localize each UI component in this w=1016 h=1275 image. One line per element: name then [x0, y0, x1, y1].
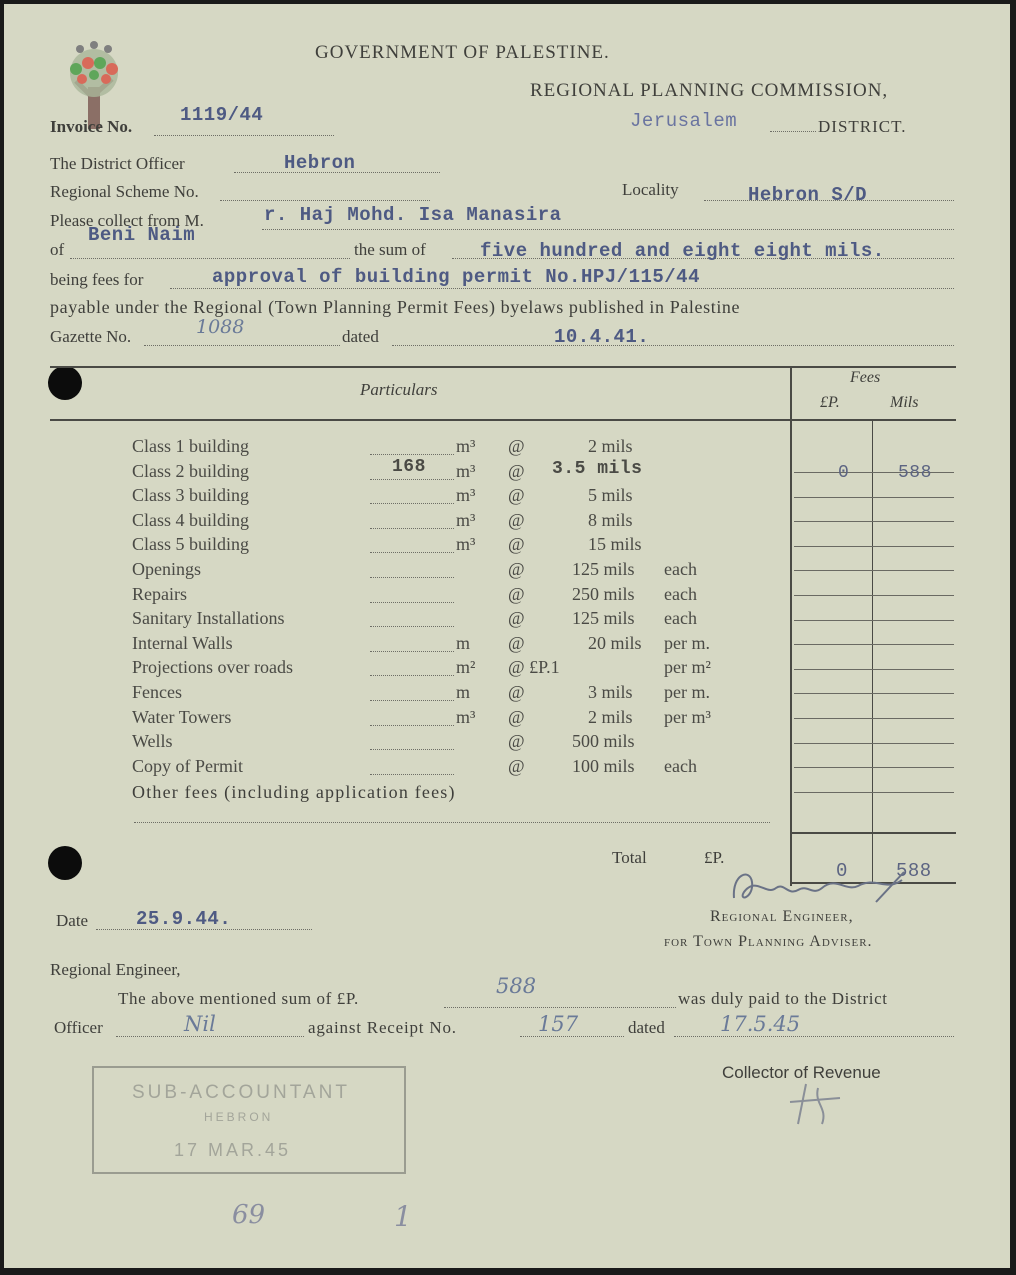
fee-row-at-sign: @ [508, 460, 525, 481]
paid-amount-dots [444, 1007, 676, 1008]
fee-row-name: Class 5 building [132, 534, 250, 555]
fee-row-dots [370, 651, 454, 652]
adviser-title: for Town Planning Adviser. [664, 933, 873, 950]
fee-row-line [794, 546, 954, 547]
dated-label: dated [342, 327, 379, 346]
officer-value: Nil [184, 1012, 216, 1036]
paid-amount: 588 [496, 974, 537, 998]
fee-row-name: Class 4 building [132, 509, 250, 530]
fee-row-line [794, 570, 954, 571]
officer-dots [116, 1036, 304, 1037]
regional-engineer-heading: Regional Engineer, [50, 960, 181, 979]
paid-text-2: was duly paid to the District [678, 989, 888, 1008]
gazette-dots [144, 345, 340, 346]
fee-row-rate: 15 mils [588, 534, 642, 555]
district-label: DISTRICT. [818, 117, 907, 136]
fee-row-dots [370, 503, 454, 504]
fee-row-at-sign: @ [508, 682, 525, 702]
table-header-rule [50, 419, 956, 421]
other-fees-label: Other fees (including application fees) [132, 782, 456, 802]
fee-row-per: per m³ [664, 706, 711, 727]
lp-header: £P. [820, 394, 840, 411]
fee-row-rate: 5 mils [588, 485, 633, 506]
fee-row-line [794, 497, 954, 498]
scheme-label: Regional Scheme No. [50, 182, 199, 201]
gazette-label: Gazette No. [50, 327, 132, 346]
fee-row-per: per m. [664, 682, 710, 702]
fee-row-at-sign: @ [508, 436, 525, 456]
fee-row-at-sign: @ [508, 706, 525, 727]
receipt-value: 157 [538, 1012, 579, 1036]
fee-row-line [794, 595, 954, 596]
fee-row-per: per m² [664, 657, 711, 678]
dated-dots [392, 345, 954, 346]
fees-mid-rule [872, 419, 873, 884]
fee-row-dots [370, 577, 454, 578]
punch-hole [48, 366, 82, 400]
fee-row-unit: m³ [456, 436, 476, 456]
fee-row-unit: m³ [456, 706, 476, 727]
fee-row-rate: 125 mils [572, 608, 635, 629]
fee-row-dots [370, 700, 454, 701]
page-mark: 1 [394, 1200, 412, 1233]
particulars-header: Particulars [360, 380, 438, 399]
total-lp: 0 [836, 860, 848, 882]
fee-row-dots [370, 749, 454, 750]
fee-row-unit: m³ [456, 460, 476, 481]
fee-row-rate: 125 mils [572, 559, 635, 579]
fee-row-line [794, 693, 954, 694]
stamp-place: HEBRON [204, 1110, 274, 1124]
invoice-document [4, 4, 1010, 1268]
fee-row-rate: 500 mils [572, 731, 635, 752]
fee-row-unit: m² [456, 657, 476, 678]
fee-row-rate: 2 mils [588, 436, 633, 456]
gazette-value: 1088 [196, 316, 245, 338]
fee-row-at-sign: @ [508, 608, 525, 629]
engineer-title: Regional Engineer, [710, 908, 854, 925]
fee-row-at-sign: @ [508, 731, 525, 752]
fee-row-dots [370, 675, 454, 676]
collect-label: Please collect from M. [50, 211, 204, 230]
fee-row-dots [370, 725, 454, 726]
fee-row-rate: 20 mils [588, 632, 642, 653]
fees-header: Fees [850, 369, 881, 386]
fee-row-name: Projections over roads [132, 657, 293, 678]
fee-row-unit: m [456, 632, 471, 653]
fee-row-dots [370, 479, 454, 480]
fee-row-rate: 8 mils [588, 509, 633, 530]
fee-row-at-sign: @ [508, 632, 525, 653]
total-label: Total [612, 848, 647, 867]
fee-row-rate: 3.5 mils [552, 458, 643, 479]
fee-row-unit: m [456, 682, 471, 702]
fee-row-line [794, 792, 954, 793]
fee-row-line [794, 620, 954, 621]
fee-row-line [794, 743, 954, 744]
fee-row-dots [370, 774, 454, 775]
date-label: Date [56, 911, 89, 930]
receipt-dated-value: 17.5.45 [720, 1012, 801, 1036]
fee-row-rate: 2 mils [588, 706, 633, 727]
district-officer-value: Hebron [284, 152, 356, 174]
fee-row-name: Fences [132, 682, 182, 702]
fee-row-per: each [664, 559, 697, 579]
sub-accountant-stamp [92, 1066, 406, 1174]
government-heading: GOVERNMENT OF PALESTINE. [315, 42, 610, 63]
receipt-dots [520, 1036, 624, 1037]
fee-row-at-sign: @ [508, 559, 525, 579]
fees-left-rule [790, 366, 792, 886]
collector-label: Collector of Revenue [722, 1063, 881, 1082]
fee-row-at-sign: @ [508, 509, 525, 530]
of-value: Beni Naim [88, 224, 196, 246]
fees-for-dots [170, 288, 954, 289]
fee-row-mils: 588 [898, 462, 932, 483]
fee-row-line [794, 669, 954, 670]
fee-row-at-sign: @ [508, 755, 525, 776]
payable-text: payable under the Regional (Town Planning Permit Fees) byelaws published in Palestine [50, 297, 741, 317]
commission-heading: REGIONAL PLANNING COMMISSION, [530, 80, 889, 101]
of-label: of [50, 240, 65, 259]
collect-value: r. Haj Mohd. Isa Manasira [264, 204, 562, 226]
page-number: 69 [232, 1200, 266, 1230]
fee-row-line [794, 718, 954, 719]
invoice-label: Invoice No. [50, 117, 133, 136]
fee-row-name: Sanitary Installations [132, 608, 285, 629]
mils-header: Mils [890, 394, 919, 411]
fee-row-at-sign: @ [508, 583, 525, 604]
fee-row-line [794, 767, 954, 768]
paid-text-1: The above mentioned sum of £P. [118, 989, 359, 1008]
fee-row-name: Copy of Permit [132, 755, 243, 776]
fee-row-dots [370, 528, 454, 529]
fee-row-dots [370, 454, 454, 455]
collector-initials-icon [784, 1080, 844, 1130]
fee-row-name: Openings [132, 559, 201, 579]
fee-row-at-sign: @ [508, 534, 525, 555]
punch-hole [48, 846, 82, 880]
fees-for-label: being fees for [50, 270, 144, 289]
fee-row-lp: 0 [838, 462, 850, 483]
invoice-dots [154, 135, 334, 136]
stamp-title: SUB-ACCOUNTANT [132, 1082, 350, 1103]
fee-row-name: Wells [132, 731, 173, 752]
scheme-dots [220, 200, 430, 201]
fee-row-dots [370, 552, 454, 553]
sum-value: five hundred and eight eight mils. [480, 240, 885, 262]
officer-label: Officer [54, 1018, 103, 1037]
fee-row-rate: 250 mils [572, 583, 635, 604]
fee-row-rate: 100 mils [572, 755, 635, 776]
locality-value: Hebron S/D [748, 184, 868, 206]
dated-value: 10.4.41. [554, 326, 650, 348]
against-label: against Receipt No. [308, 1018, 457, 1037]
locality-label: Locality [622, 180, 679, 199]
fee-row-line [794, 521, 954, 522]
fee-row-name: Water Towers [132, 706, 232, 727]
fees-for-value: approval of building permit No.HPJ/115/44 [212, 266, 700, 288]
fee-row-name: Repairs [132, 583, 187, 604]
fee-row-quantity: 168 [392, 456, 426, 477]
total-top-rule [790, 832, 956, 834]
fee-row-unit: m³ [456, 534, 476, 555]
fee-row-per: each [664, 608, 697, 629]
other-fees-dots [134, 822, 770, 823]
invoice-number: 1119/44 [180, 104, 264, 126]
receipt-dated-label: dated [628, 1018, 665, 1037]
fee-row-unit: m³ [456, 485, 476, 506]
date-value: 25.9.44. [136, 908, 232, 930]
district-value: Jerusalem [630, 110, 738, 132]
total-currency: £P. [704, 848, 725, 867]
fee-row-unit: m³ [456, 509, 476, 530]
fee-row-dots [370, 602, 454, 603]
fee-row-name: Internal Walls [132, 632, 233, 653]
fee-row-at-sign: @ £P.1 [508, 657, 560, 678]
table-top-rule [50, 366, 956, 368]
fee-row-name: Class 1 building [132, 436, 250, 456]
fee-row-dots [370, 626, 454, 627]
fee-row-name: Class 3 building [132, 485, 250, 506]
total-mils: 588 [896, 860, 932, 882]
fee-row-at-sign: @ [508, 485, 525, 506]
fee-row-rate: 3 mils [588, 682, 633, 702]
fee-row-per: per m. [664, 632, 710, 653]
receipt-dated-dots [674, 1036, 954, 1037]
collect-dots [262, 229, 954, 230]
fee-row-name: Class 2 building [132, 460, 250, 481]
district-dots [770, 131, 816, 132]
fee-row-per: each [664, 583, 697, 604]
sum-label: the sum of [354, 240, 426, 259]
stamp-date: 17 MAR.45 [174, 1140, 292, 1160]
district-officer-label: The District Officer [50, 154, 185, 173]
fee-row-per: each [664, 755, 697, 776]
of-dots [70, 258, 350, 259]
fee-row-line [794, 644, 954, 645]
